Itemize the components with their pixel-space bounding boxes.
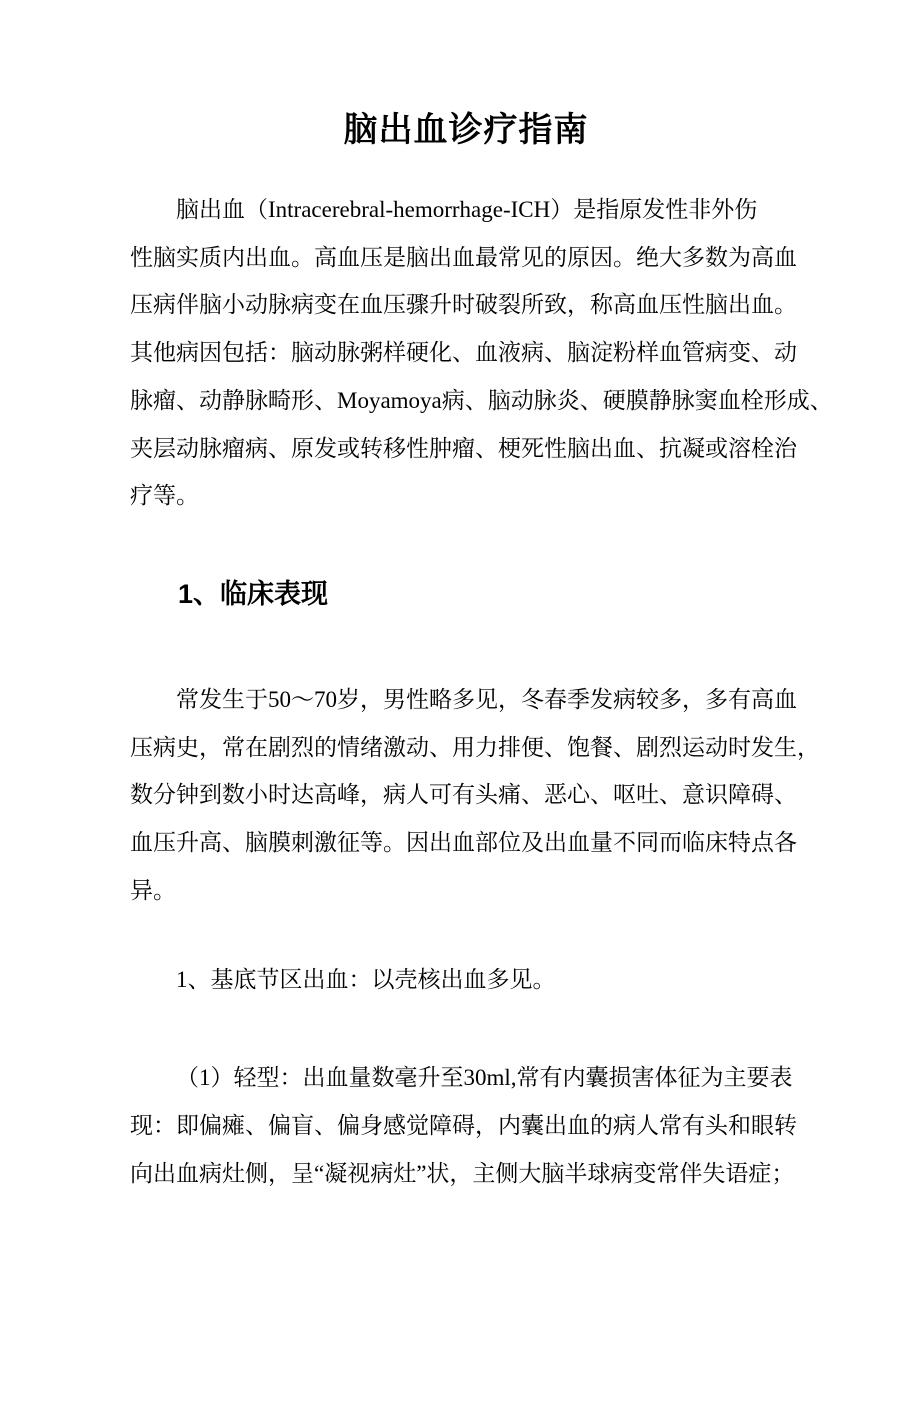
text-line: 脑出血（Intracerebral-hemorrhage-ICH）是指原发性非外伤 xyxy=(176,197,758,222)
text-line: 异。 xyxy=(130,877,176,903)
text-line: 性脑实质内出血。高血压是脑出血最常见的原因。绝大多数为高血 xyxy=(130,244,797,270)
text-line: 数分钟到数小时达高峰，病人可有头痛、恶心、呕吐、意识障碍、 xyxy=(130,782,797,808)
text-line: 夹层动脉瘤病、原发或转移性肿瘤、梗死性脑出血、抗凝或溶栓治 xyxy=(130,435,797,461)
text-line: 常发生于50～70岁，男性略多见，冬春季发病较多，多有高血 xyxy=(176,686,797,712)
paragraph-clinical xyxy=(130,676,830,915)
text-line: 现：即偏瘫、偏盲、偏身感觉障碍，内囊出血的病人常有头和眼转 xyxy=(130,1112,797,1138)
document-page xyxy=(0,106,920,1408)
text-line: 血压升高、脑膜刺激征等。因出血部位及出血量不同而临床特点各 xyxy=(130,830,797,856)
document-title: 脑出血诊疗指南 xyxy=(343,112,589,149)
text-line: 其他病因包括：脑动脉粥样硬化、血液病、脑淀粉样血管病变、动 xyxy=(130,340,797,366)
text-line: 压病伴脑小动脉病变在血压骤升时破裂所致，称高血压性脑出血。 xyxy=(130,292,797,318)
paragraph-mild-type xyxy=(130,1054,830,1197)
paragraph-intro xyxy=(130,186,833,520)
text-line: 1、基底节区出血：以壳核出血多见。 xyxy=(176,967,556,993)
section-heading-clinical-manifestations: 1、临床表现 xyxy=(178,578,329,609)
text-line: （1）轻型：出血量数毫升至30ml,常有内囊损害体征为主要表 xyxy=(176,1065,793,1091)
text-line: 压病史，常在剧烈的情绪激动、用力排便、饱餐、剧烈运动时发生， xyxy=(130,734,820,760)
text-line: 向出血病灶侧，呈“凝视病灶”状，主侧大脑半球病变常伴失语症； xyxy=(130,1160,795,1186)
text-line: 疗等。 xyxy=(130,483,199,509)
paragraph-basal-ganglia-item xyxy=(130,956,830,1004)
text-line: 脉瘤、动静脉畸形、Moyamoya病、脑动脉炎、硬膜静脉窦血栓形成、 xyxy=(130,387,833,413)
